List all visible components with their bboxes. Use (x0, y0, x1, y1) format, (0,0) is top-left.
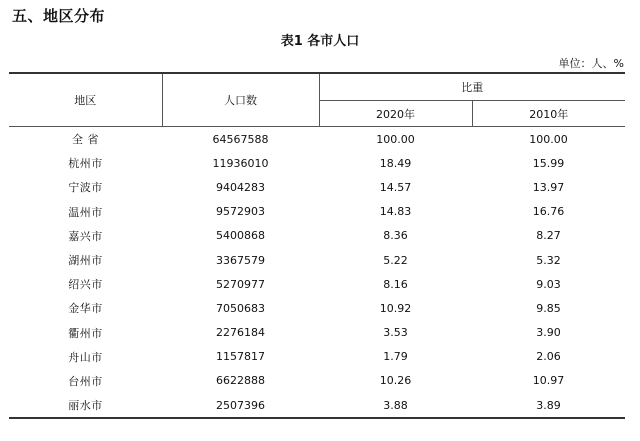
table-row (9, 321, 625, 345)
cell-share-2010: 100.00 (529, 132, 568, 146)
cell-share-2010: 10.97 (532, 374, 565, 388)
cell-population: 1157817 (216, 350, 265, 364)
cell-population: 5400868 (216, 229, 265, 243)
cell-share-2020: 18.49 (379, 156, 412, 170)
table-row (9, 248, 625, 272)
cell-region: 绍兴市 (68, 278, 103, 292)
cell-region: 台州市 (68, 374, 103, 388)
table-title: 表1 各市人口 (280, 34, 360, 49)
table-body (9, 127, 625, 419)
cell-share-2010: 15.99 (532, 156, 565, 170)
cell-share-2020: 3.53 (383, 326, 408, 340)
cell-population: 9404283 (216, 180, 265, 194)
section-heading: 五、地区分布 (12, 7, 106, 25)
cell-share-2020: 14.83 (379, 205, 412, 219)
cell-region: 衢州市 (68, 326, 103, 340)
cell-share-2010: 16.76 (532, 205, 565, 219)
cell-region: 温州市 (68, 205, 103, 219)
cell-region: 金华市 (68, 302, 103, 316)
cell-share-2020: 1.79 (383, 350, 408, 364)
header-population: 人口数 (162, 73, 319, 127)
cell-share-2010: 9.85 (536, 301, 561, 315)
cell-share-2010: 2.06 (536, 350, 561, 364)
cell-share-2010: 5.32 (536, 253, 561, 267)
cell-share-2020: 100.00 (376, 132, 415, 146)
cell-population: 3367579 (216, 253, 265, 267)
table-row (9, 127, 625, 152)
population-table (9, 72, 625, 419)
cell-share-2010: 8.27 (536, 229, 561, 243)
header-ratio: 比重 (319, 73, 625, 101)
table-row (9, 369, 625, 393)
cell-share-2020: 14.57 (379, 180, 412, 194)
cell-region: 舟山市 (68, 350, 103, 364)
cell-region: 全 省 (72, 133, 99, 147)
cell-region: 嘉兴市 (68, 229, 103, 243)
header-year-2010: 2010年 (472, 101, 625, 127)
table-row (9, 151, 625, 175)
cell-population: 2507396 (216, 398, 265, 412)
cell-share-2020: 10.26 (379, 374, 412, 388)
unit-note: 单位：人、% (558, 57, 624, 70)
cell-share-2020: 3.88 (383, 398, 408, 412)
cell-population: 9572903 (216, 205, 265, 219)
cell-share-2020: 5.22 (383, 253, 408, 267)
table-row (9, 272, 625, 296)
cell-population: 2276184 (216, 326, 265, 340)
cell-population: 11936010 (212, 156, 269, 170)
cell-share-2010: 3.90 (536, 326, 561, 340)
cell-population: 6622888 (216, 374, 265, 388)
cell-region: 丽水市 (68, 399, 103, 413)
header-year-2020: 2020年 (319, 101, 472, 127)
cell-region: 湖州市 (68, 254, 103, 268)
table-row (9, 200, 625, 224)
cell-share-2010: 3.89 (536, 398, 561, 412)
cell-share-2020: 8.16 (383, 277, 408, 291)
table-row (9, 345, 625, 369)
table-row (9, 296, 625, 320)
cell-population: 7050683 (216, 301, 265, 315)
cell-share-2020: 10.92 (379, 301, 412, 315)
cell-share-2010: 13.97 (532, 180, 565, 194)
cell-share-2020: 8.36 (383, 229, 408, 243)
cell-share-2010: 9.03 (536, 277, 561, 291)
table-header (9, 73, 625, 127)
cell-population: 5270977 (216, 277, 265, 291)
table-row (9, 393, 625, 418)
table-row (9, 175, 625, 199)
cell-region: 杭州市 (68, 157, 103, 171)
header-region: 地区 (9, 73, 162, 127)
table-row (9, 224, 625, 248)
cell-region: 宁波市 (68, 181, 103, 195)
cell-population: 64567588 (212, 132, 269, 146)
